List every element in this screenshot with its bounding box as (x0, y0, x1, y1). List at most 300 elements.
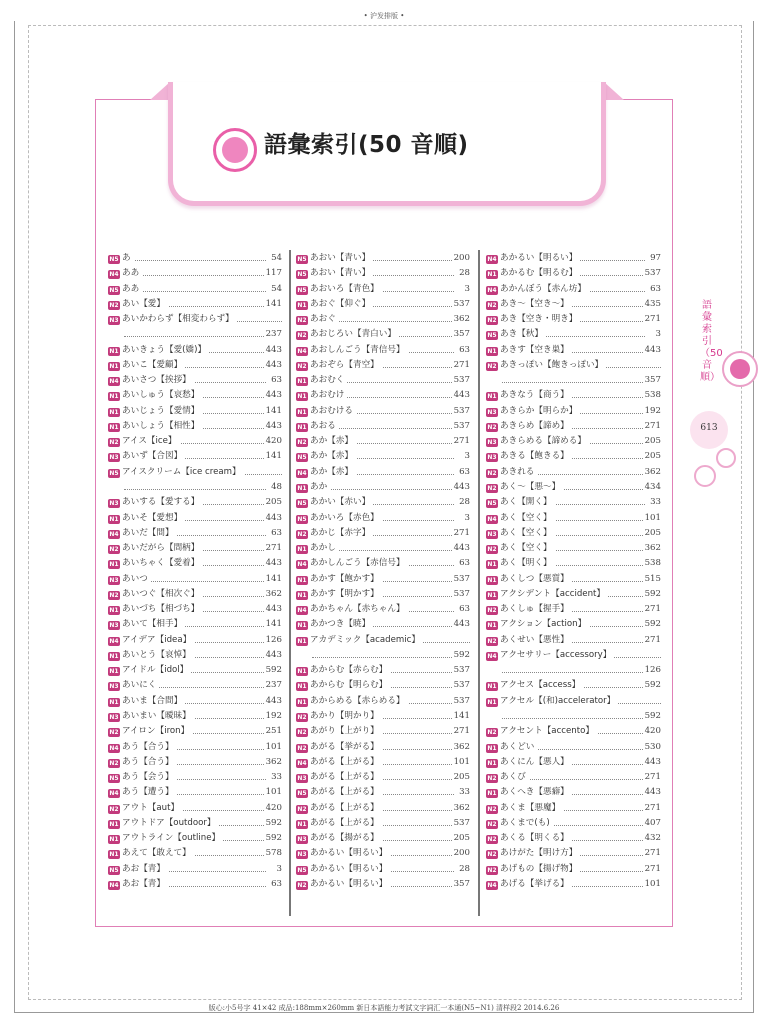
index-entry (108, 282, 282, 297)
jlpt-level-badge: N2 (487, 775, 497, 783)
entry-page-number: 200 (452, 251, 470, 266)
entry-page-number: 54 (269, 282, 282, 297)
entry-page-number: 141 (264, 617, 282, 632)
entry-word: あいづち【相づち】 (122, 602, 202, 617)
index-entry (296, 862, 470, 877)
index-entry (296, 740, 470, 755)
entry-page-number: 192 (264, 709, 282, 724)
entry-word: あいしょう【相性】 (122, 419, 202, 434)
index-entry (486, 327, 661, 342)
entry-word: あおる (310, 419, 339, 434)
jlpt-level-badge: N4 (487, 256, 497, 263)
index-entry (486, 862, 661, 877)
entry-word: あくる【明くる】 (500, 831, 572, 846)
leader-dots (502, 718, 645, 719)
entry-word: あいきょう【愛(嬌)】 (122, 343, 209, 358)
entry-word: あきらめる【諦める】 (500, 434, 589, 449)
jlpt-level-badge: N4 (109, 378, 119, 386)
entry-word: あおい【青い】 (310, 266, 373, 281)
entry-page-number: 592 (452, 648, 470, 663)
entry-word: あおぞら【青空】 (310, 358, 382, 373)
index-entry (486, 404, 661, 419)
index-entry (108, 877, 282, 892)
index-entry (486, 541, 661, 556)
entry-page-number: 141 (264, 297, 282, 312)
index-entry (108, 617, 282, 632)
jlpt-level-badge: N2 (487, 484, 497, 492)
entry-word: あがる【上がる】 (310, 785, 382, 800)
index-entry (296, 678, 470, 693)
tab-fold-left (150, 82, 170, 100)
entry-page-number: 435 (643, 297, 661, 312)
entry-word: あくどい (500, 740, 537, 755)
index-entry (108, 755, 282, 770)
entry-word: あがり【上がり】 (310, 724, 382, 739)
index-entry (486, 831, 661, 846)
jlpt-level-badge: N1 (109, 607, 119, 615)
jlpt-level-badge: N4 (109, 744, 119, 752)
entry-word: あかい【赤い】 (310, 495, 373, 510)
jlpt-level-badge: N2 (487, 637, 497, 645)
entry-word: あいちゃく【愛着】 (122, 556, 202, 571)
entry-page-number: 592 (643, 617, 661, 632)
jlpt-level-badge: N5 (487, 500, 497, 508)
entry-page-number: 443 (643, 343, 661, 358)
entry-page-number: 434 (643, 480, 661, 495)
jlpt-level-badge: N1 (487, 591, 497, 599)
jlpt-level-badge: N1 (297, 423, 307, 431)
entry-page-number: 271 (264, 541, 282, 556)
jlpt-level-badge: N2 (109, 759, 119, 767)
jlpt-level-badge: N4 (109, 790, 119, 798)
jlpt-level-badge: N2 (487, 836, 497, 844)
index-entry (108, 724, 282, 739)
jlpt-level-badge: N5 (297, 271, 307, 279)
jlpt-level-badge: N5 (109, 469, 119, 477)
entry-word: あかちゃん【赤ちゃん】 (310, 602, 408, 617)
jlpt-level-badge: N4 (109, 881, 119, 889)
entry-word: あがる【揚がる】 (310, 831, 382, 846)
entry-word: あおむけ (310, 388, 347, 403)
entry-page-number: 530 (643, 740, 661, 755)
entry-page-number: 101 (643, 511, 661, 526)
entry-page-number: 537 (452, 694, 470, 709)
entry-page-number: 443 (452, 541, 470, 556)
entry-page-number: 592 (264, 831, 282, 846)
entry-page-number: 443 (264, 694, 282, 709)
entry-page-number: 63 (457, 465, 470, 480)
jlpt-level-badge: N1 (487, 698, 497, 706)
index-entry (108, 266, 282, 281)
index-entry (486, 633, 661, 648)
entry-page-number: 33 (457, 785, 470, 800)
jlpt-level-badge: N1 (109, 652, 119, 660)
entry-page-number: 48 (269, 480, 282, 495)
entry-word: あいそ【愛想】 (122, 511, 185, 526)
entry-page-number: 3 (654, 327, 661, 342)
jlpt-level-badge: N3 (109, 317, 119, 325)
entry-word: あきれる (500, 465, 537, 480)
jlpt-level-badge: N4 (109, 530, 119, 538)
index-entry (108, 419, 282, 434)
entry-word: あかるい【明るい】 (310, 877, 390, 892)
entry-page-number: 592 (643, 678, 661, 693)
index-entry (486, 572, 661, 587)
entry-page-number: 271 (452, 526, 470, 541)
entry-page-number: 443 (264, 358, 282, 373)
index-entry (108, 511, 282, 526)
index-entry (296, 404, 470, 419)
index-entry (108, 587, 282, 602)
jlpt-level-badge: N3 (487, 439, 497, 447)
entry-page-number: 63 (457, 602, 470, 617)
entry-page-number: 28 (457, 266, 470, 281)
entry-word: あお【青】 (122, 877, 168, 892)
entry-page-number: 251 (264, 724, 282, 739)
entry-page-number: 443 (264, 419, 282, 434)
entry-page-number: 141 (264, 449, 282, 464)
index-entry (296, 633, 470, 648)
index-entry-continuation (108, 480, 282, 495)
index-entry (108, 434, 282, 449)
entry-page-number: 362 (643, 465, 661, 480)
jlpt-level-badge: N2 (487, 317, 497, 325)
entry-word: あかるい【明るい】 (500, 251, 580, 266)
index-entry (296, 312, 470, 327)
entry-page-number: 443 (452, 480, 470, 495)
entry-page-number: 537 (452, 816, 470, 831)
index-entry (108, 373, 282, 388)
index-entry (108, 678, 282, 693)
entry-page-number: 271 (643, 602, 661, 617)
entry-word: アカデミック【academic】 (310, 633, 423, 648)
leader-dots (502, 382, 645, 383)
jlpt-level-badge: N1 (297, 668, 307, 676)
entry-word: アウトドア【outdoor】 (122, 816, 218, 831)
jlpt-level-badge: N3 (109, 454, 119, 462)
index-entry (296, 694, 470, 709)
decor-circle-icon (716, 448, 736, 468)
entry-page-number: 33 (648, 495, 661, 510)
entry-page-number: 28 (457, 862, 470, 877)
jlpt-level-badge: N1 (109, 561, 119, 569)
jlpt-level-badge: N1 (487, 622, 497, 630)
entry-word: あく【開く】 (500, 495, 555, 510)
entry-word: あいだ【間】 (122, 526, 177, 541)
entry-page-number: 443 (452, 388, 470, 403)
entry-word: あかるい【明るい】 (310, 862, 390, 877)
entry-word: あおいろ【青色】 (310, 282, 382, 297)
entry-word: アクシデント【accident】 (500, 587, 608, 602)
index-entry (296, 251, 470, 266)
index-entry (296, 419, 470, 434)
index-entry (108, 663, 282, 678)
jlpt-level-badge: N2 (297, 805, 307, 813)
index-entry (108, 831, 282, 846)
jlpt-level-badge: N4 (297, 469, 307, 477)
entry-page-number: 537 (452, 587, 470, 602)
index-entry (108, 312, 282, 327)
index-entry (296, 511, 470, 526)
jlpt-level-badge: N1 (297, 301, 307, 309)
jlpt-level-badge: N2 (487, 729, 497, 737)
jlpt-level-badge: N4 (487, 286, 497, 294)
index-entry (296, 587, 470, 602)
index-entry (296, 495, 470, 510)
entry-word: あか【赤】 (310, 449, 356, 464)
entry-page-number: 205 (643, 526, 661, 541)
entry-word: あからめる【赤らめる】 (310, 694, 408, 709)
entry-word: あかじ【赤字】 (310, 526, 373, 541)
jlpt-level-badge: N4 (297, 759, 307, 767)
entry-word: あおじろい【青白い】 (310, 327, 399, 342)
index-entry (108, 251, 282, 266)
index-entry (108, 785, 282, 800)
entry-page-number: 63 (457, 343, 470, 358)
leader-dots (502, 672, 645, 673)
index-entry (486, 801, 661, 816)
entry-page-number: 443 (643, 755, 661, 770)
jlpt-level-badge: N4 (297, 607, 307, 615)
jlpt-level-badge: N2 (297, 317, 307, 325)
index-entry (486, 846, 661, 861)
entry-page-number: 443 (264, 511, 282, 526)
entry-word: あいま【合間】 (122, 694, 185, 709)
entry-page-number: 3 (463, 511, 470, 526)
entry-page-number: 592 (643, 587, 661, 602)
entry-page-number: 407 (643, 816, 661, 831)
jlpt-level-badge: N2 (297, 729, 307, 737)
index-entry (486, 556, 661, 571)
entry-word: あかんぼう【赤ん坊】 (500, 282, 589, 297)
index-entry (486, 602, 661, 617)
entry-page-number: 432 (643, 831, 661, 846)
jlpt-level-badge: N2 (487, 607, 497, 615)
index-entry (486, 343, 661, 358)
side-index-label: 語彙索引（50音順） (700, 300, 723, 383)
entry-page-number: 357 (452, 877, 470, 892)
entry-page-number: 101 (452, 755, 470, 770)
index-entry (296, 724, 470, 739)
entry-word: あいじょう【愛情】 (122, 404, 202, 419)
jlpt-level-badge: N1 (487, 683, 497, 691)
jlpt-level-badge: N2 (297, 439, 307, 447)
index-entry (108, 541, 282, 556)
jlpt-level-badge: N1 (297, 393, 307, 401)
entry-page-number: 205 (643, 434, 661, 449)
entry-page-number: 63 (269, 877, 282, 892)
jlpt-level-badge: N1 (297, 622, 307, 630)
index-entry (108, 297, 282, 312)
index-entry (486, 358, 661, 373)
entry-word: あおぐ【仰ぐ】 (310, 297, 373, 312)
index-entry (486, 312, 661, 327)
jlpt-level-badge: N1 (109, 820, 119, 828)
jlpt-level-badge: N2 (487, 805, 497, 813)
index-entry (108, 740, 282, 755)
entry-page-number: 592 (264, 663, 282, 678)
entry-page-number: 537 (452, 419, 470, 434)
jlpt-level-badge: N1 (487, 576, 497, 584)
entry-word: あからむ【赤らむ】 (310, 663, 390, 678)
publisher-text: • 沪发排版 • (360, 12, 409, 20)
entry-page-number: 271 (452, 358, 470, 373)
entry-page-number: 592 (264, 816, 282, 831)
jlpt-level-badge: N4 (297, 347, 307, 355)
jlpt-level-badge: N1 (109, 423, 119, 431)
entry-word: あう【合う】 (122, 740, 177, 755)
entry-word: あいつ (122, 572, 151, 587)
jlpt-level-badge: N2 (297, 744, 307, 752)
jlpt-level-badge: N2 (487, 469, 497, 477)
entry-word: あう【遭う】 (122, 785, 177, 800)
index-entry (108, 388, 282, 403)
index-entry (296, 709, 470, 724)
jlpt-level-badge: N2 (487, 423, 497, 431)
index-entry (108, 770, 282, 785)
entry-word: アクション【action】 (500, 617, 589, 632)
jlpt-level-badge: N3 (487, 454, 497, 462)
entry-word: あいこ【愛顧】 (122, 358, 185, 373)
entry-page-number: 537 (452, 572, 470, 587)
index-entry (486, 617, 661, 632)
entry-word: アクセント【accento】 (500, 724, 597, 739)
entry-word: あいさつ【挨拶】 (122, 373, 194, 388)
index-entry (296, 465, 470, 480)
jlpt-level-badge: N3 (109, 576, 119, 584)
index-entry (486, 785, 661, 800)
jlpt-level-badge: N1 (109, 698, 119, 706)
jlpt-level-badge: N5 (297, 286, 307, 294)
index-entry (486, 297, 661, 312)
entry-page-number: 578 (264, 846, 282, 861)
index-entry (108, 862, 282, 877)
entry-page-number: 237 (264, 678, 282, 693)
entry-word: あい【愛】 (122, 297, 168, 312)
entry-page-number: 420 (643, 724, 661, 739)
footer-printline (0, 1003, 768, 1013)
entry-word: アイデア【idea】 (122, 633, 194, 648)
publisher-mark (0, 11, 768, 21)
jlpt-level-badge: N1 (487, 561, 497, 569)
entry-word: アイドル【idol】 (122, 663, 191, 678)
index-entry (296, 282, 470, 297)
jlpt-level-badge: N5 (297, 454, 307, 462)
index-entry (296, 755, 470, 770)
entry-word: あおい【青い】 (310, 251, 373, 266)
jlpt-level-badge: N1 (109, 408, 119, 416)
leader-dots (312, 657, 454, 658)
entry-word: あいつぐ【相次ぐ】 (122, 587, 202, 602)
jlpt-level-badge: N1 (109, 347, 119, 355)
jlpt-level-badge: N1 (297, 820, 307, 828)
entry-page-number: 97 (648, 251, 661, 266)
index-entry (486, 877, 661, 892)
jlpt-level-badge: N2 (297, 881, 307, 889)
jlpt-level-badge: N3 (297, 851, 307, 859)
entry-word: ああ (122, 266, 142, 281)
index-entry (486, 495, 661, 510)
jlpt-level-badge: N5 (297, 790, 307, 798)
jlpt-level-badge: N1 (297, 591, 307, 599)
entry-page-number: 443 (643, 785, 661, 800)
entry-word: あくび (500, 770, 529, 785)
jlpt-level-badge: N4 (109, 637, 119, 645)
entry-page-number: 443 (264, 648, 282, 663)
entry-page-number: 3 (463, 449, 470, 464)
jlpt-level-badge: N1 (297, 637, 307, 645)
entry-page-number: 126 (643, 663, 661, 678)
entry-page-number: 271 (643, 312, 661, 327)
jlpt-level-badge: N3 (109, 622, 119, 630)
entry-page-number: 205 (643, 449, 661, 464)
index-entry (108, 572, 282, 587)
index-entry (486, 694, 661, 709)
jlpt-level-badge: N4 (487, 652, 497, 660)
entry-word: アイス【ice】 (122, 434, 180, 449)
index-entry (486, 419, 661, 434)
index-entry (108, 358, 282, 373)
entry-page-number: 271 (643, 770, 661, 785)
side-ring-icon (722, 351, 758, 387)
index-entry (486, 480, 661, 495)
index-entry (108, 526, 282, 541)
index-entry (486, 724, 661, 739)
entry-page-number: 101 (643, 877, 661, 892)
entry-page-number: 271 (452, 724, 470, 739)
entry-word: あく【明く】 (500, 556, 555, 571)
entry-page-number: 443 (264, 602, 282, 617)
entry-word: あか (310, 480, 330, 495)
jlpt-level-badge: N2 (109, 805, 119, 813)
entry-word: あがる【挙がる】 (310, 740, 382, 755)
entry-page-number: 200 (452, 846, 470, 861)
index-entry (108, 465, 282, 480)
entry-word: あく【空く】 (500, 541, 555, 556)
leader-dots (122, 275, 266, 276)
entry-page-number: 362 (264, 755, 282, 770)
jlpt-level-badge: N4 (487, 881, 497, 889)
jlpt-level-badge: N1 (487, 790, 497, 798)
jlpt-level-badge: N3 (109, 500, 119, 508)
entry-page-number: 141 (264, 572, 282, 587)
entry-word: ああ (122, 282, 142, 297)
jlpt-level-badge: N3 (109, 683, 119, 691)
entry-page-number: 28 (457, 495, 470, 510)
entry-word: あきす【空き巣】 (500, 343, 572, 358)
index-entry (296, 373, 470, 388)
entry-page-number: 443 (264, 343, 282, 358)
jlpt-level-badge: N3 (297, 836, 307, 844)
index-entry (296, 556, 470, 571)
entry-page-number: 271 (643, 846, 661, 861)
entry-page-number: 205 (452, 831, 470, 846)
page-number: 613 (700, 423, 718, 433)
entry-word: あくしつ【悪質】 (500, 572, 572, 587)
jlpt-level-badge: N1 (109, 362, 119, 370)
jlpt-level-badge: N2 (109, 301, 119, 309)
entry-page-number: 3 (275, 862, 282, 877)
entry-word: あいず【合図】 (122, 449, 185, 464)
entry-word: あくせい【悪性】 (500, 633, 572, 648)
index-entry (296, 541, 470, 556)
entry-page-number: 538 (643, 556, 661, 571)
entry-page-number: 205 (452, 770, 470, 785)
entry-word: あいする【愛する】 (122, 495, 202, 510)
index-entry (486, 587, 661, 602)
index-entry (108, 709, 282, 724)
index-entry (108, 816, 282, 831)
